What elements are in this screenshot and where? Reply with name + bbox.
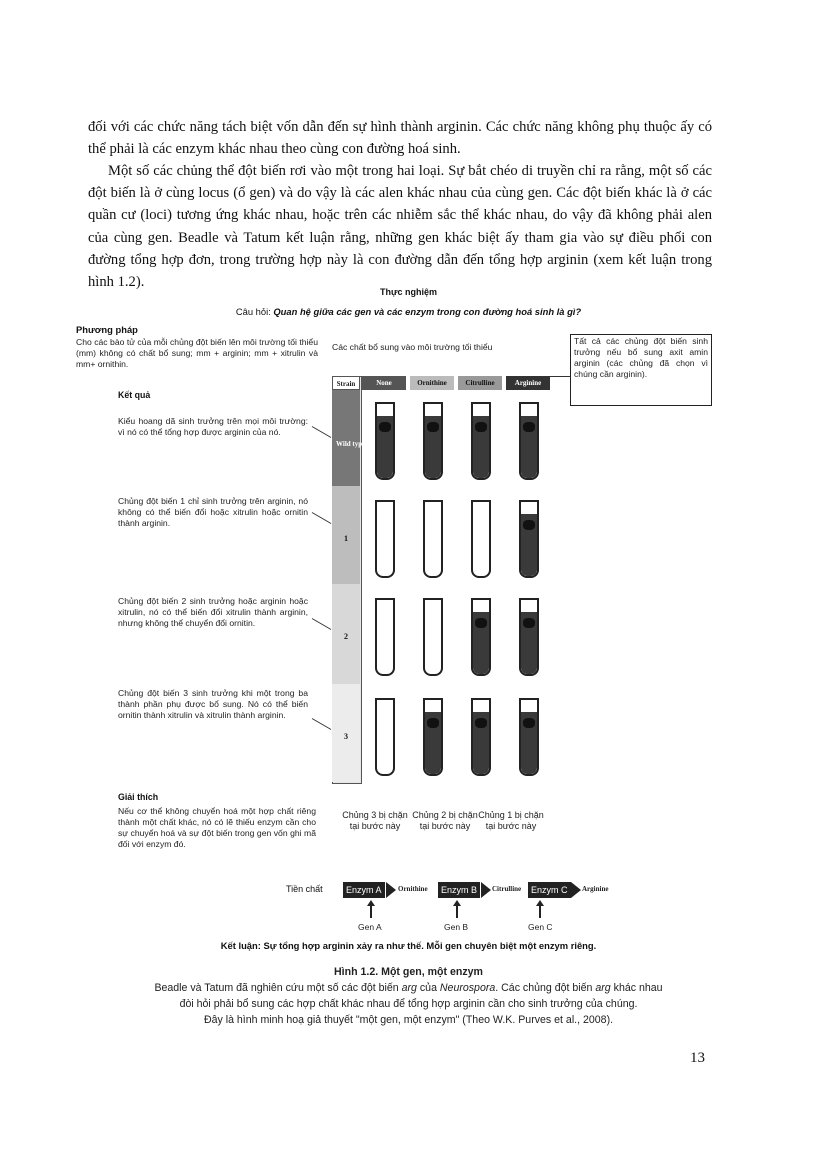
enzyme-b: Enzym B — [438, 882, 480, 898]
header-arginine: Arginine — [506, 376, 550, 390]
up-arrow-c-icon — [539, 904, 541, 918]
test-tube — [375, 698, 395, 776]
gene-c: Gen C — [528, 922, 553, 932]
test-tube — [471, 402, 491, 480]
callout-box: Tất cả các chủng đột biến sinh trưởng nếu bổ sung axit amin arginin (các chủng đã chọn vì chúng cần arginin). — [574, 336, 708, 379]
figure-question — [0, 306, 817, 317]
paragraph-1: đối với các chức năng tách biệt vốn dẫn đến sự hình thành arginin. Các chức năng không phụ thuộc ấy có thể phải là các enzym khác nhau theo cùng con đường hoá sinh. — [88, 119, 712, 158]
arrow-a-icon — [386, 882, 396, 898]
test-tube — [519, 402, 539, 480]
test-tube — [423, 500, 443, 578]
paragraph-2: Một số các chủng thể đột biến rơi vào một trong hai loại. Sự bắt chéo di truyền chỉ ra rằng, một số các đột biến là ở cùng locus (ổ gen) và do vậy là các alen khác nhau của cùng gen. Các đột biến khác là ở các quần cư (loci) tương ứng khác nhau, hoặc trên các nhiễm sắc thể khác nhau, do vậy đã không phải alen của cùng gen. Beadle và Tatum kết luận rằng, những gen khác biệt ấy tham gia vào sự điều phối con đường tổng hợp đơn, trong trường hợp này là con đường dẫn đến tổng hợp arginin (xem kết luận trong hình 1.2). — [88, 163, 712, 291]
callout-pointer — [550, 376, 570, 377]
enzyme-c: Enzym C — [528, 882, 571, 898]
caption-line-3: Đây là hình minh hoạ giả thuyết "một gen, một enzym" (Theo W.K. Purves et al., 2008). — [203, 1014, 614, 1026]
header-citrulline: Citrulline — [458, 376, 502, 390]
strain-label-1: 1 — [344, 534, 348, 543]
test-tube — [423, 402, 443, 480]
precursor-label: Tiền chất — [286, 884, 323, 894]
test-tube — [519, 500, 539, 578]
method-label: Phương pháp — [76, 324, 138, 335]
enzyme-a: Enzym A — [343, 882, 385, 898]
header-strain: Strain — [332, 376, 360, 390]
test-tube — [375, 500, 395, 578]
result-wild-type: Kiểu hoang dã sinh trưởng trên mọi môi trường: vì nó có thể tổng hợp được arginin của nó. — [118, 416, 308, 437]
question-label: Câu hỏi: — [235, 306, 271, 317]
test-tube — [519, 598, 539, 676]
question-text: Quan hệ giữa các gen và các enzym trong con đường hoá sinh là gì? — [273, 306, 582, 317]
figure-heading: Thực nghiệm — [379, 287, 438, 297]
header-ornithine: Ornithine — [410, 376, 454, 390]
test-tube — [471, 500, 491, 578]
up-arrow-a-icon — [370, 904, 372, 918]
block-strain-1: Chủng 1 bị chặn tại bước này — [478, 810, 544, 831]
arrow-c-icon — [571, 882, 581, 898]
caption-title: Hình 1.2. Một gen, một enzym — [334, 966, 483, 978]
test-tube — [471, 698, 491, 776]
supplement-label: Các chất bổ sung vào môi trường tối thiểu — [332, 342, 493, 352]
strain-label-wild: Wild type — [336, 440, 366, 448]
test-tube — [423, 698, 443, 776]
interpretation-label: Giải thích — [118, 792, 159, 802]
test-tube — [423, 598, 443, 676]
block-strain-3: Chủng 3 bị chặn tại bước này — [342, 810, 408, 831]
results-label: Kết quả — [118, 390, 151, 400]
test-tube — [519, 698, 539, 776]
interpretation-text: Nếu cơ thể không chuyển hoá một hợp chất riêng thành một chất khác, nó có lẽ thiếu enzym cần cho sự chuyển hoá và sự đột biến trong gen vốn ghi mã đối với enzym đó. — [118, 806, 316, 849]
page-number: 13 — [690, 1050, 705, 1066]
result-strain-3: Chủng đột biến 3 sinh trưởng khi một trong ba thành phần phụ được bổ sung. Nó có thể biến ornitin thành xitrulin và xitrulin thành arginin. — [118, 688, 308, 720]
test-tube — [375, 402, 395, 480]
conclusion: Kết luận: Sự tổng hợp arginin xảy ra như thế. Mỗi gen chuyên biệt một enzym riêng. — [220, 940, 597, 951]
test-tube — [471, 598, 491, 676]
header-none: None — [362, 376, 406, 390]
caption-line-2: đòi hỏi phải bổ sung các hợp chất khác nhau để tổng hợp arginin cần cho sinh trưởng của chúng. — [179, 998, 638, 1010]
block-strain-2: Chủng 2 bị chặn tại bước này — [412, 810, 478, 831]
strain-label-3: 3 — [344, 732, 348, 741]
up-arrow-b-icon — [456, 904, 458, 918]
strain-label-2: 2 — [344, 632, 348, 641]
method-text: Cho các bào tử của mỗi chủng đột biến lên môi trường tối thiểu (mm) không có chất bổ sung; mm + arginin; mm + xitrulin và mm+ ornithin. — [76, 337, 318, 369]
result-strain-1: Chủng đột biến 1 chỉ sinh trưởng trên arginin, nó không có thể biến đổi hoặc xitrulin hoặc ornitin thành arginin. — [118, 496, 308, 528]
substance-citrulline: Citrulline — [492, 885, 522, 893]
gene-b: Gen B — [444, 922, 469, 932]
test-tube — [375, 598, 395, 676]
substance-arginine: Arginine — [582, 885, 609, 893]
substance-ornithine: Ornithine — [398, 885, 428, 893]
wild-type-band — [332, 390, 360, 486]
arrow-b-icon — [481, 882, 491, 898]
caption-line-1: Beadle và Tatum đã nghiên cứu một số các đột biến arg của Neurospora. Các chủng đột biến arg khác nhau — [154, 982, 663, 994]
result-strain-2: Chủng đột biến 2 sinh trưởng hoặc arginin hoặc xitrulin, nó có thể biến đổi xitrulin thành arginin, nhưng không thể chuyển đổi ornitin. — [118, 596, 308, 628]
gene-a: Gen A — [358, 922, 382, 932]
